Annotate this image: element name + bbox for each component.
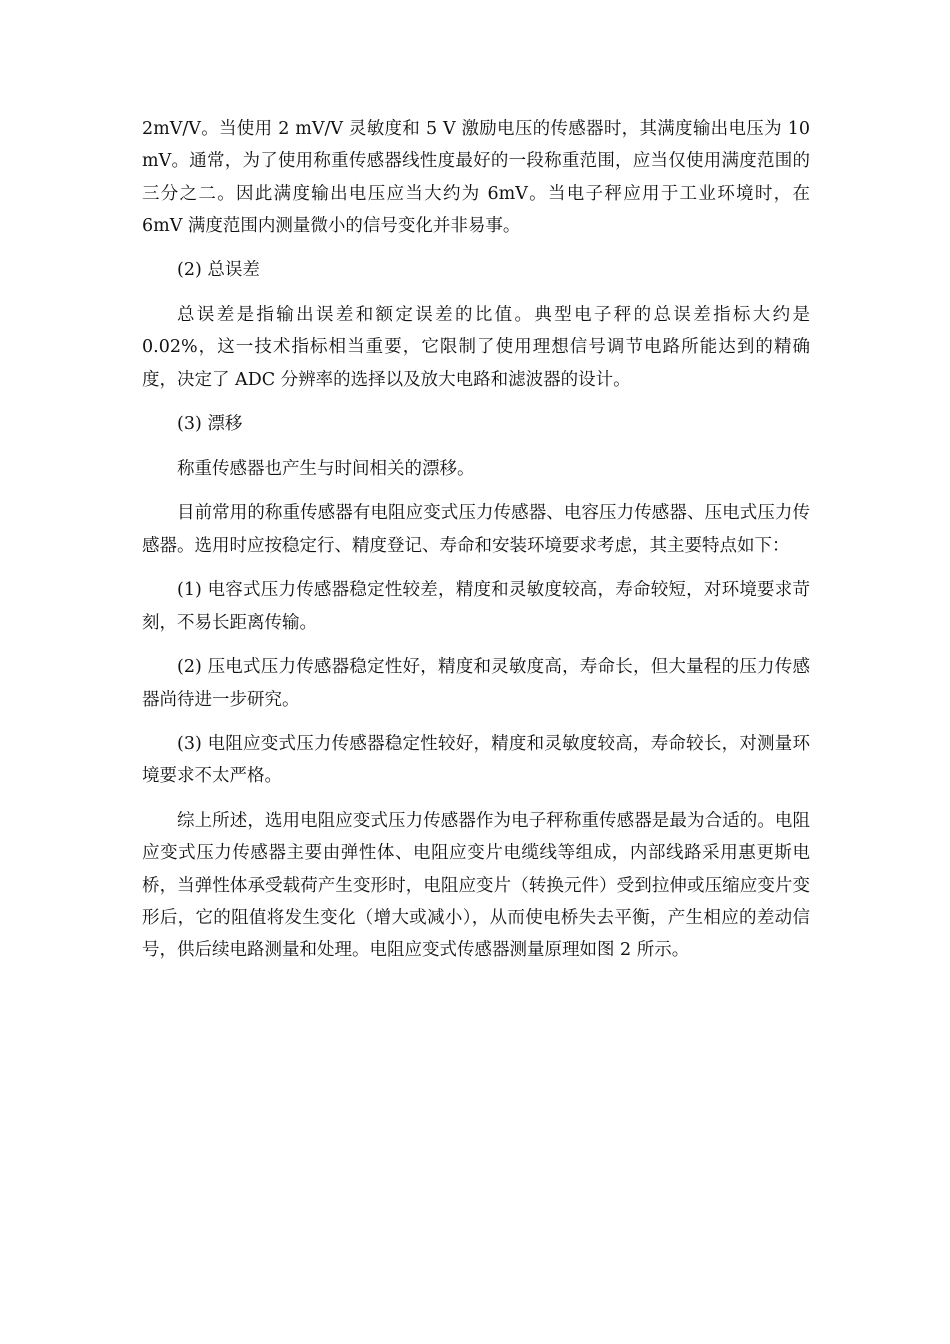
list-item-capacitive: (1) 电容式压力传感器稳定性较差，精度和灵敏度较高，寿命较短，对环境要求苛刻，不易长距离传输。 [142, 580, 810, 633]
heading-drift: (3) 漂移 [177, 414, 243, 435]
list-item-strain-gauge: (3) 电阻应变式压力传感器稳定性较好，精度和灵敏度较高，寿命较长，对测量环境要求不太严格。 [142, 734, 810, 787]
paragraph-sensor-types: 目前常用的称重传感器有电阻应变式压力传感器、电容压力传感器、压电式压力传感器。选用时应按稳定行、精度登记、寿命和安装环境要求考虑，其主要特点如下： [142, 503, 810, 556]
paragraph-total-error: 总误差是指输出误差和额定误差的比值。典型电子秤的总误差指标大约是 0.02%，这一技术指标相当重要，它限制了使用理想信号调节电路所能达到的精确度，决定了 ADC 分辨率的选择以及放大电路和滤波器的设计。 [142, 305, 810, 390]
list-item-piezoelectric: (2) 压电式压力传感器稳定性好，精度和灵敏度高，寿命长，但大量程的压力传感器尚待进一步研究。 [142, 657, 810, 710]
paragraph-drift: 称重传感器也产生与时间相关的漂移。 [177, 458, 475, 479]
body-text [142, 113, 810, 979]
paragraph-sensor-output: 2mV/V。当使用 2 mV/V 灵敏度和 5 V 激励电压的传感器时，其满度输出电压为 10 mV。通常，为了使用称重传感器线性度最好的一段称重范围，应当仅使用满度范围的三分之二。因此满度输出电压应当大约为 6mV。当电子秤应用于工业环境时，在 6mV 满度范围内测量微小的信号变化并非易事。 [142, 119, 810, 236]
heading-total-error: (2) 总误差 [177, 260, 260, 281]
paragraph-conclusion: 综上所述，选用电阻应变式压力传感器作为电子秤称重传感器是最为合适的。电阻应变式压力传感器主要由弹性体、电阻应变片电缆线等组成，内部线路采用惠更斯电桥，当弹性体承受载荷产生变形时，电阻应变片（转换元件）受到拉伸或压缩应变片变形后，它的阻值将发生变化（增大或减小），从而使电桥失去平衡，产生相应的差动信号，供后续电路测量和处理。电阻应变式传感器测量原理如图 2 所示。 [142, 811, 810, 961]
